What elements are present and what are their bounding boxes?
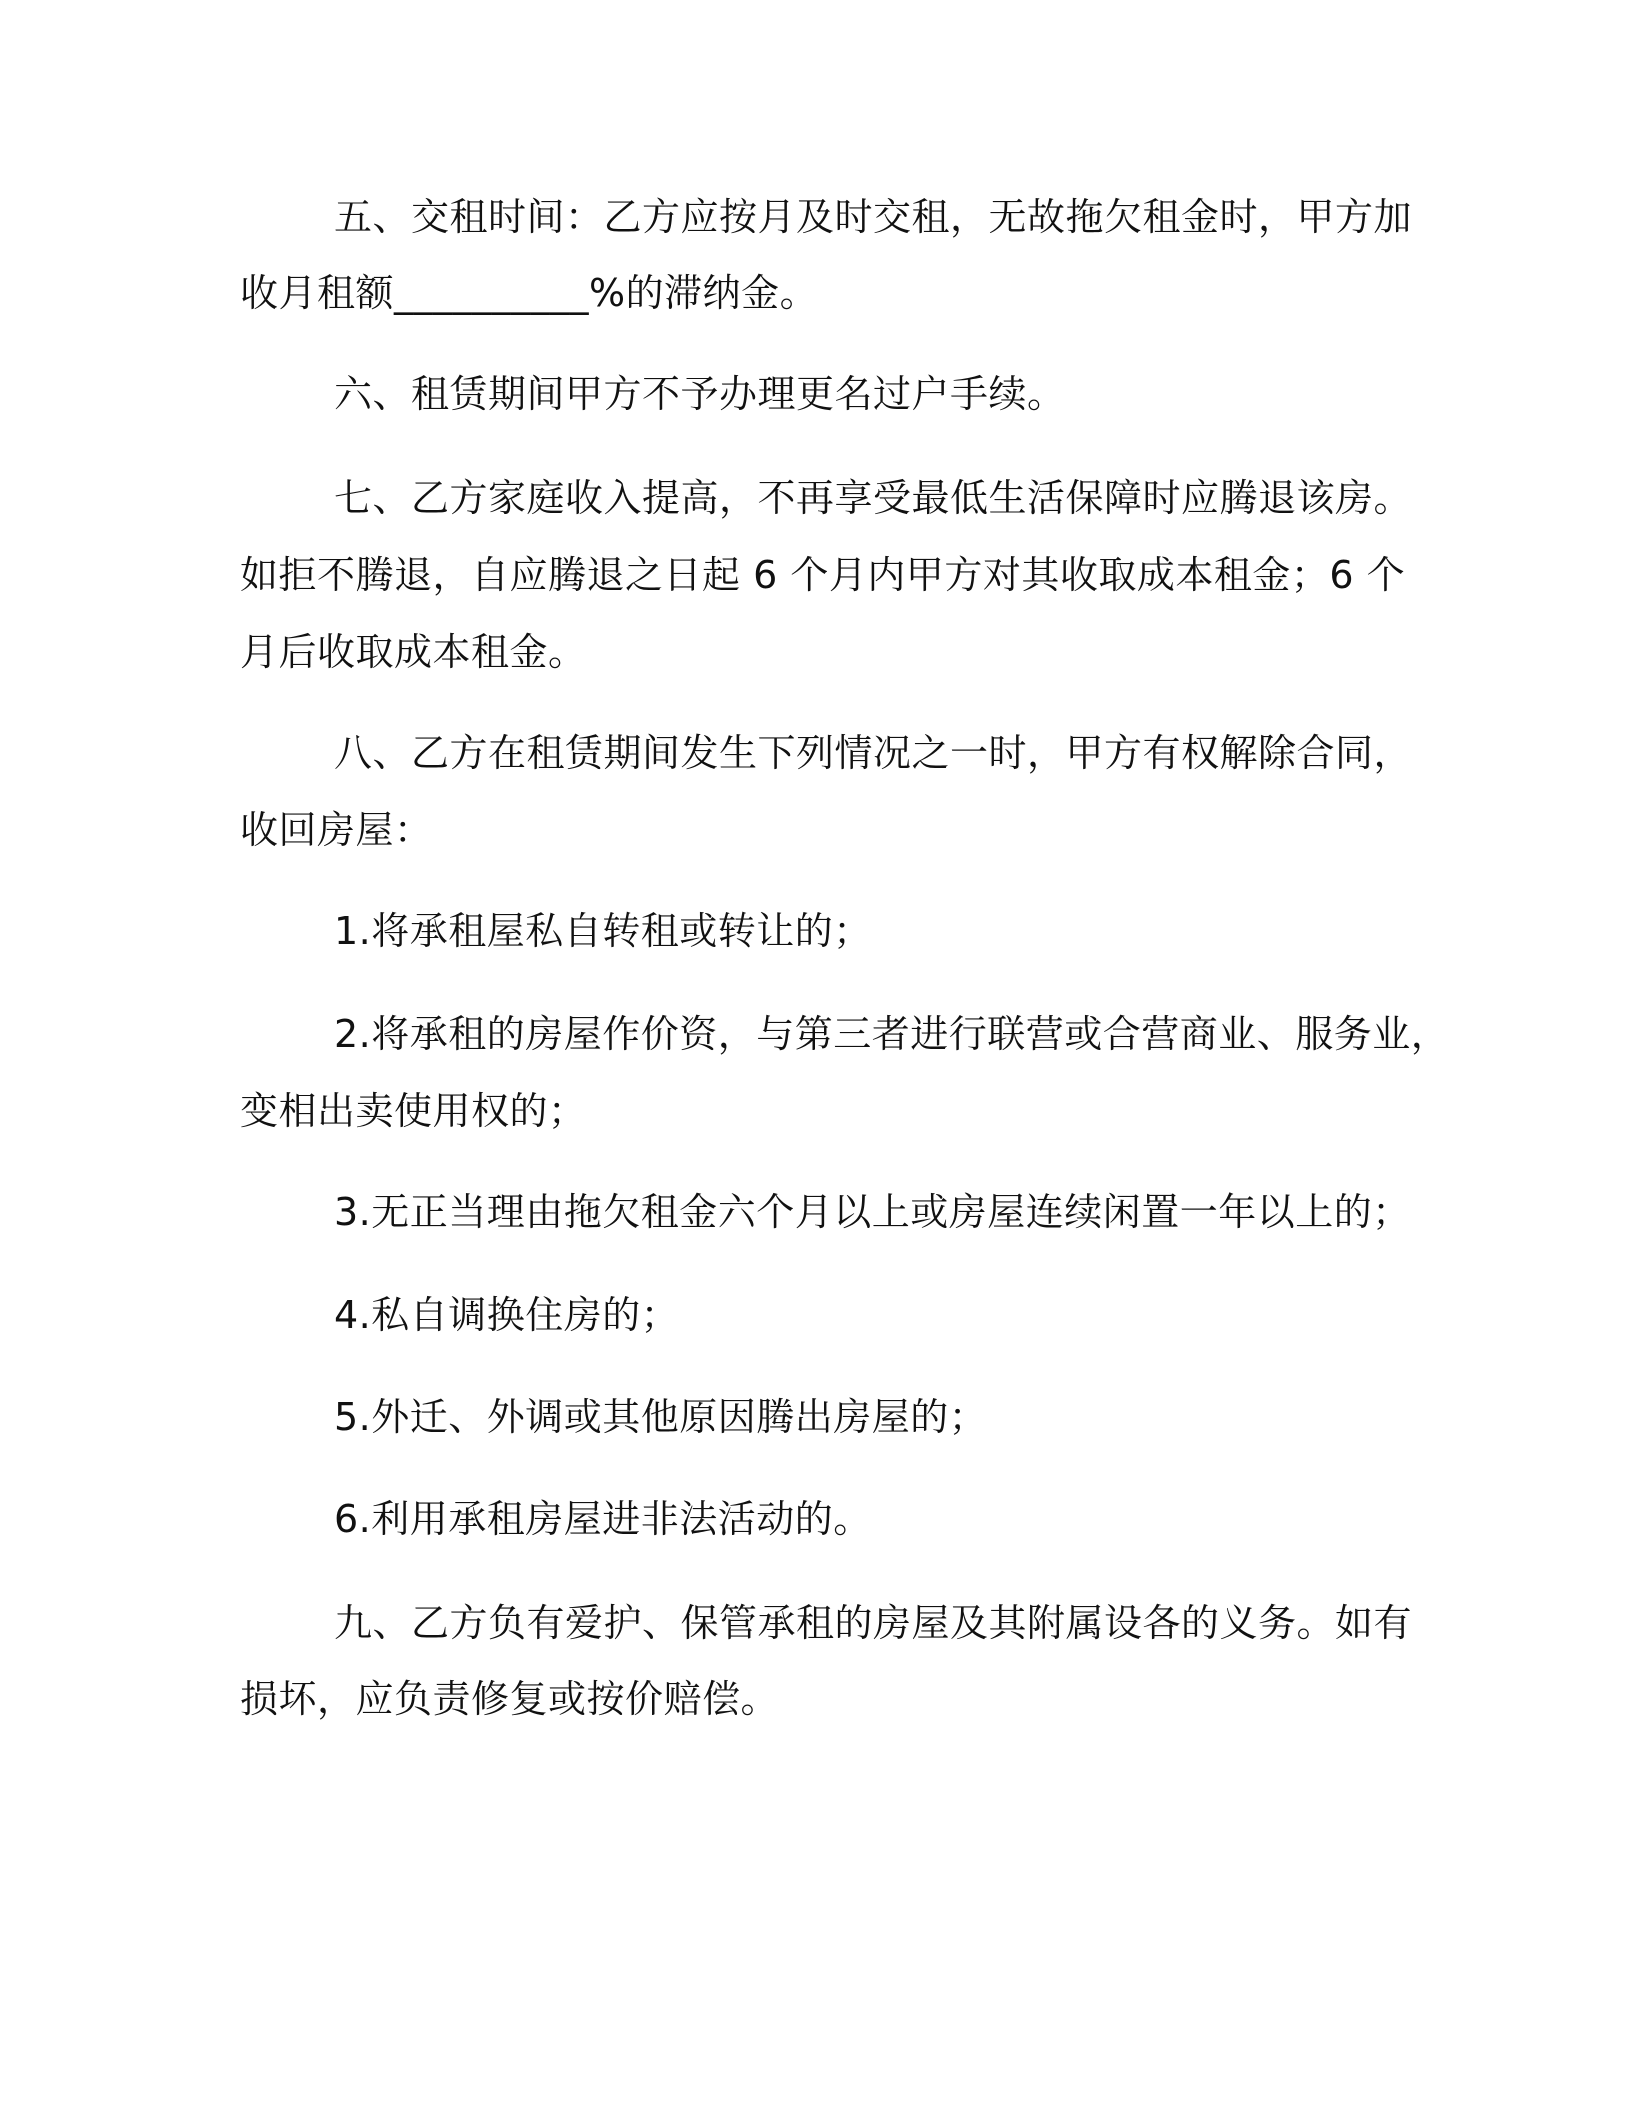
- clause-5-line-2: 收月租额__________%的滞纳金。: [240, 271, 819, 315]
- clause-9-line-2: 损坏，应负责修复或按价赔偿。: [240, 1677, 780, 1721]
- clause-8-item-3: 3.无正当理由拖欠租金六个月以上或房屋连续闲置一年以上的；: [334, 1190, 1411, 1234]
- clause-6-line-1: 六、租赁期间甲方不予办理更名过户手续。: [334, 372, 1066, 416]
- clause-8-item-2-line-2: 变相出卖使用权的；: [240, 1089, 587, 1133]
- clause-7-line-2: 如拒不腾退，自应腾退之日起 6 个月内甲方对其收取成本租金；6 个: [240, 553, 1406, 597]
- clause-7-line-1: 七、乙方家庭收入提高，不再享受最低生活保障时应腾退该房。: [334, 476, 1413, 520]
- clause-8-item-1: 1.将承租屋私自转租或转让的；: [334, 909, 872, 953]
- clause-8-item-6: 6.利用承租房屋进非法活动的。: [334, 1497, 872, 1541]
- clause-8-line-1: 八、乙方在租赁期间发生下列情况之一时，甲方有权解除合同，: [334, 731, 1413, 775]
- clause-8-item-4: 4.私自调换住房的；: [334, 1293, 680, 1337]
- clause-5-line-1: 五、交租时间：乙方应按月及时交租，无故拖欠租金时，甲方加: [334, 195, 1413, 239]
- clause-9-line-1: 九、乙方负有爱护、保管承租的房屋及其附属设各的义务。如有: [334, 1601, 1413, 1645]
- clause-8-item-2-line-1: 2.将承租的房屋作价资，与第三者进行联营或合营商业、服务业，: [334, 1012, 1450, 1056]
- clause-8-item-5: 5.外迁、外调或其他原因腾出房屋的；: [334, 1395, 988, 1439]
- clause-8-line-2: 收回房屋：: [240, 808, 433, 852]
- clause-7-line-3: 月后收取成本租金。: [240, 630, 587, 674]
